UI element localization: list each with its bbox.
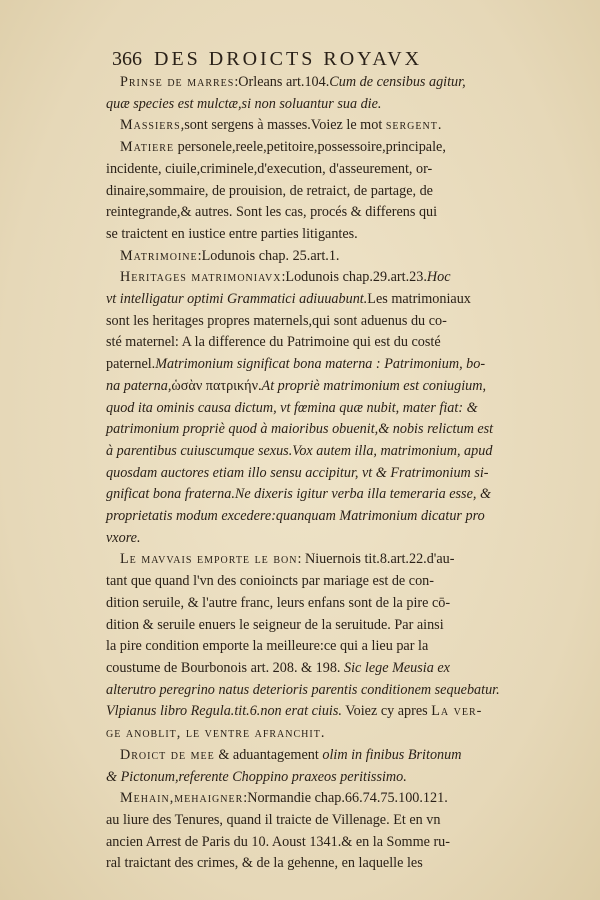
text-line <box>106 224 518 246</box>
text-line <box>106 441 518 463</box>
text-line <box>106 137 518 159</box>
text-run: ral traictant des crimes, & de la gehenne, en laquelle les <box>106 855 423 872</box>
entry-term: sergent. <box>385 117 443 134</box>
text-run: dition & seruile enuers le seigneur de la seruitude. Par ainsi <box>106 616 444 633</box>
text-run: personele,reele,petitoire,possessoire,principale, <box>174 139 446 156</box>
entry-term: Le mavvais emporte le bon <box>120 551 298 568</box>
text-run: :Lodunois chap. 25.art.1. <box>197 247 340 264</box>
text-line <box>106 398 518 420</box>
text-line <box>106 506 518 528</box>
text-line <box>106 528 518 550</box>
text-run: :Lodunois chap.29.art.23. <box>281 269 427 286</box>
text-line <box>106 615 518 637</box>
latin-quotation: quæ species est mulctæ,si non soluantur sua die. <box>106 95 382 112</box>
text-run: ,sont sergens à masses.Voiez le mot <box>180 117 386 134</box>
text-line <box>106 788 518 810</box>
text-line <box>106 767 518 789</box>
text-line <box>106 202 518 224</box>
entry-term: Mehain,mehaigner <box>120 790 244 807</box>
text-run: incidente, ciuile,criminele,d'execution, d'asseurement, or- <box>106 160 433 177</box>
latin-quotation: alterutro peregrino natus deterioris parentis conditionem sequebatur. <box>106 681 500 698</box>
latin-quotation: Sic lege Meusia ex <box>344 659 450 676</box>
text-line <box>106 354 518 376</box>
text-line <box>106 484 518 506</box>
text-line <box>106 549 518 571</box>
text-run: reintegrande,& autres. Sont les cas, procés & differens qui <box>106 204 438 221</box>
text-line <box>106 289 518 311</box>
text-line <box>106 723 518 745</box>
entry-term: Prinse de marres <box>120 74 235 90</box>
text-run: dition seruile, & l'autre franc, leurs enfans sont de la pire cō- <box>106 594 451 611</box>
text-line <box>106 376 518 398</box>
text-line <box>106 115 518 137</box>
text-line <box>106 571 518 593</box>
entry-term: La ver- <box>431 703 483 720</box>
latin-quotation: Vlpianus libro Regula.tit.6.non erat ciuis. <box>106 703 342 720</box>
entry-term: Droict de mee <box>120 746 215 763</box>
text-run: Voiez cy apres <box>341 703 432 720</box>
text-run: :Normandie chap.66.74.75.100.121. <box>243 790 448 807</box>
text-run: Les matrimoniaux <box>367 291 471 308</box>
text-line <box>106 745 518 767</box>
entry-term: Heritages matrimoniavx <box>120 269 282 286</box>
text-run: sté maternel: A la difference du Patrimoine qui est du costé <box>106 334 441 351</box>
text-line <box>106 246 518 268</box>
latin-quotation: gnificat bona fraterna.Ne dixeris igitur verba illa temeraria esse, & <box>106 486 491 503</box>
text-line <box>106 658 518 680</box>
text-line <box>106 853 518 875</box>
text-run: au liure des Tenures, quand il traicte de Villenage. Et en vn <box>106 811 441 828</box>
latin-quotation: & Pictonum,referente Choppino praxeos peritissimo. <box>106 768 407 785</box>
text-run: la pire condition emporte la meilleure:ce qui a lieu par la <box>106 638 429 655</box>
text-line <box>106 159 518 181</box>
running-header <box>112 48 512 71</box>
latin-quotation: à parentibus cuiuscumque sexus.Vox autem illa, matrimonium, apud <box>106 442 493 459</box>
text-line <box>106 810 518 832</box>
text-line <box>106 72 518 94</box>
entry-term: Massiers <box>120 117 181 134</box>
text-line <box>106 701 518 723</box>
latin-quotation: vt intelligatur optimi Grammatici adiuuabunt. <box>106 291 368 308</box>
text-line <box>106 636 518 658</box>
folio-number: 366 <box>112 48 142 70</box>
text-run: sont les heritages propres maternels,qui sont aduenus du co- <box>106 312 447 329</box>
latin-quotation: quod ita ominis causa dictum, vt fœmina quæ nubit, mater fiat: & <box>106 399 478 416</box>
latin-quotation: vxore. <box>106 529 141 546</box>
entry-term: Matrimoine <box>120 247 198 264</box>
text-line <box>106 181 518 203</box>
latin-quotation: patrimonium propriè quod à maioribus obuenit,& nobis relictum est <box>106 421 494 438</box>
latin-quotation: Hoc <box>426 269 451 286</box>
entry-term: ge anoblit, le ventre afranchit. <box>106 725 326 742</box>
latin-quotation: na paterna, <box>106 377 172 394</box>
text-run: tant que quand l'vn des conioincts par mariage est de con- <box>106 573 434 590</box>
text-line <box>106 332 518 354</box>
text-run: ancien Arrest de Paris du 10. Aoust 1341.& en la Somme ru- <box>106 833 450 850</box>
latin-quotation: At propriè matrimonium est coniugium, <box>261 377 487 394</box>
running-title: DES DROICTS ROYAVX <box>154 48 423 70</box>
text-run: ὡσὰν πατρικήν. <box>171 377 262 394</box>
latin-quotation: Cum de censibus agitur, <box>329 74 466 90</box>
text-line <box>106 463 518 485</box>
latin-quotation: quosdam auctores etiam illo sensu accipitur, vt & Fratrimonium si- <box>106 464 489 481</box>
text-line <box>106 419 518 441</box>
text-run: : Niuernois tit.8.art.22.d'au- <box>297 551 455 568</box>
text-run: paternel. <box>106 356 156 373</box>
entry-term: Matiere <box>120 139 175 156</box>
text-line <box>106 593 518 615</box>
latin-quotation: Matrimonium significat bona materna : Patrimonium, bo- <box>155 356 486 373</box>
text-run: :Orleans art.104. <box>234 74 330 90</box>
body-text <box>106 72 518 875</box>
text-line <box>106 311 518 333</box>
text-line <box>106 267 518 289</box>
text-run: se traictent en iustice entre parties litigantes. <box>106 225 358 242</box>
text-line <box>106 94 518 116</box>
text-line <box>106 680 518 702</box>
text-run: & aduantagement <box>214 746 323 763</box>
latin-quotation: olim in finibus Britonum <box>322 746 462 763</box>
text-line <box>106 832 518 854</box>
text-run: coustume de Bourbonois art. 208. & 198. <box>106 659 345 676</box>
latin-quotation: proprietatis modum excedere:quanquam Matrimonium dicatur pro <box>106 508 485 525</box>
text-run: dinaire,sommaire, de prouision, de retraict, de partage, de <box>106 182 433 199</box>
